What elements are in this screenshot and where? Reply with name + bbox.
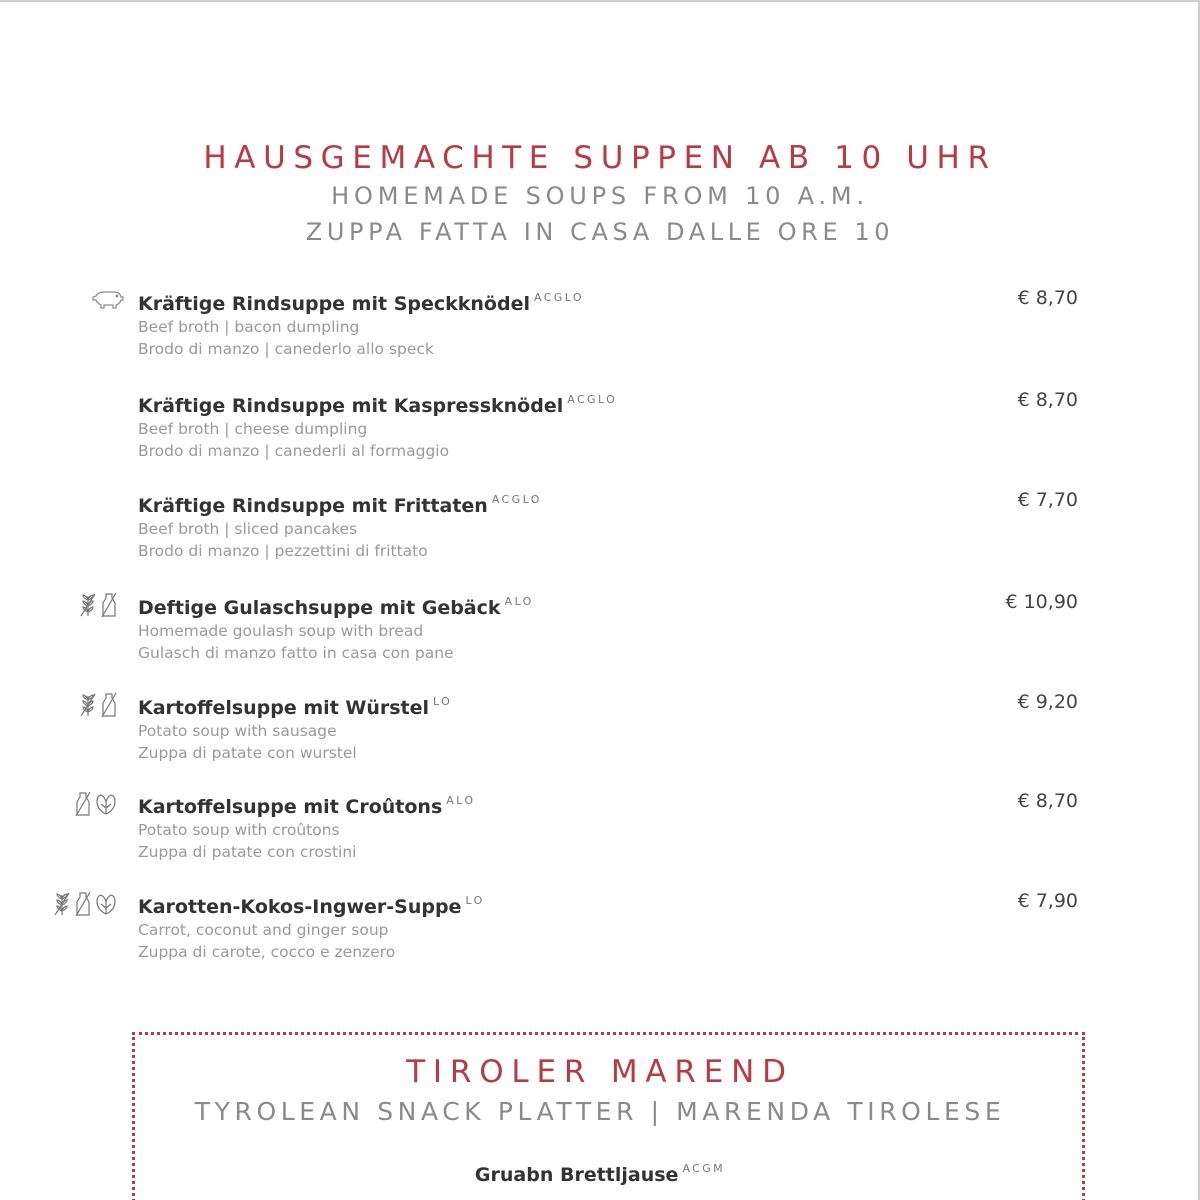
allergen-codes: ALO: [446, 794, 476, 807]
item-desc-it: Brodo di manzo | pezzettini di frittato: [138, 542, 428, 560]
section-title-it: ZUPPA FATTA IN CASA DALLE ORE 10: [305, 218, 895, 246]
lactose-free-icon: [100, 692, 118, 718]
pig-icon: [92, 288, 124, 310]
marend-item-name: Gruabn Brettljause $^{ACGM}$: [474, 1162, 726, 1186]
item-name: Kartoffelsuppe mit Würstel $^{LO}$: [138, 695, 453, 719]
menu-item: [138, 690, 1078, 764]
item-desc-it: Zuppa di carote, cocco e zenzero: [138, 943, 396, 961]
item-price: € 7,90: [1017, 890, 1078, 912]
lactose-free-icon: [74, 791, 92, 817]
item-name: Deftige Gulaschsuppe mit Gebäck $^{ALO}$: [138, 595, 534, 619]
item-icons: [92, 285, 124, 313]
item-price: € 9,20: [1017, 691, 1078, 713]
page-border-top: [0, 0, 1200, 2]
item-desc-en: Homemade goulash soup with bread: [138, 622, 424, 640]
menu-item: [138, 789, 1078, 863]
item-name: Kräftige Rindsuppe mit Kaspressknödel $^{ACGLO}$: [138, 393, 618, 417]
item-desc-en: Potato soup with croûtons: [138, 821, 340, 839]
item-desc-en: Beef broth | cheese dumpling: [138, 420, 368, 438]
vegan-icon: [94, 892, 118, 916]
allergen-codes: ACGLO: [491, 493, 542, 506]
item-price: € 10,90: [1005, 591, 1078, 613]
item-name: Kartoffelsuppe mit Croûtons $^{ALO}$: [138, 794, 476, 818]
section-title-de: HAUSGEMACHTE SUPPEN AB 10 UHR: [203, 140, 997, 176]
allergen-codes: LO: [465, 894, 485, 907]
allergen-codes: ACGLO: [567, 393, 618, 406]
menu-item: [138, 388, 1078, 462]
item-desc-en: Beef broth | bacon dumpling: [138, 318, 360, 336]
item-price: € 8,70: [1017, 389, 1078, 411]
allergen-codes: ALO: [504, 595, 534, 608]
gluten-free-icon: [78, 692, 98, 718]
item-price: € 8,70: [1017, 287, 1078, 309]
item-name: Kräftige Rindsuppe mit Frittaten $^{ACGLO}$: [138, 493, 542, 517]
item-name: Karotten-Kokos-Ingwer-Suppe $^{LO}$: [138, 894, 485, 918]
item-icons: [78, 591, 118, 619]
item-desc-it: Zuppa di patate con wurstel: [138, 744, 357, 762]
item-desc-it: Gulasch di manzo fatto in casa con pane: [138, 644, 454, 662]
allergen-codes: LO: [433, 695, 453, 708]
gluten-free-icon: [52, 891, 72, 917]
item-icons: [52, 890, 118, 918]
item-icons: [74, 790, 118, 818]
item-icons: [78, 691, 118, 719]
menu-item: [138, 286, 1078, 360]
item-desc-it: Zuppa di patate con crostini: [138, 843, 357, 861]
vegetarian-icon: [94, 792, 118, 816]
item-desc-en: Potato soup with sausage: [138, 722, 337, 740]
item-desc-en: Beef broth | sliced pancakes: [138, 520, 358, 538]
item-desc-it: Brodo di manzo | canederli al formaggio: [138, 442, 450, 460]
gluten-free-icon: [78, 592, 98, 618]
menu-item: [138, 488, 1078, 562]
item-price: € 8,70: [1017, 790, 1078, 812]
allergen-codes: ACGLO: [533, 291, 584, 304]
lactose-free-icon: [74, 891, 92, 917]
item-desc-it: Brodo di manzo | canederlo allo speck: [138, 340, 434, 358]
item-price: € 7,70: [1017, 489, 1078, 511]
lactose-free-icon: [100, 592, 118, 618]
item-desc-en: Carrot, coconut and ginger soup: [138, 921, 389, 939]
marend-subtitle: TYROLEAN SNACK PLATTER | MARENDA TIROLESE: [194, 1097, 1006, 1126]
menu-item: [138, 590, 1078, 664]
allergen-codes: ACGM: [682, 1162, 726, 1175]
menu-item: [138, 889, 1078, 963]
section-title-en: HOMEMADE SOUPS FROM 10 A.M.: [331, 182, 869, 210]
marend-title: TIROLER MAREND: [406, 1054, 794, 1090]
item-name: Kräftige Rindsuppe mit Speckknödel $^{ACGLO}$: [138, 291, 584, 315]
